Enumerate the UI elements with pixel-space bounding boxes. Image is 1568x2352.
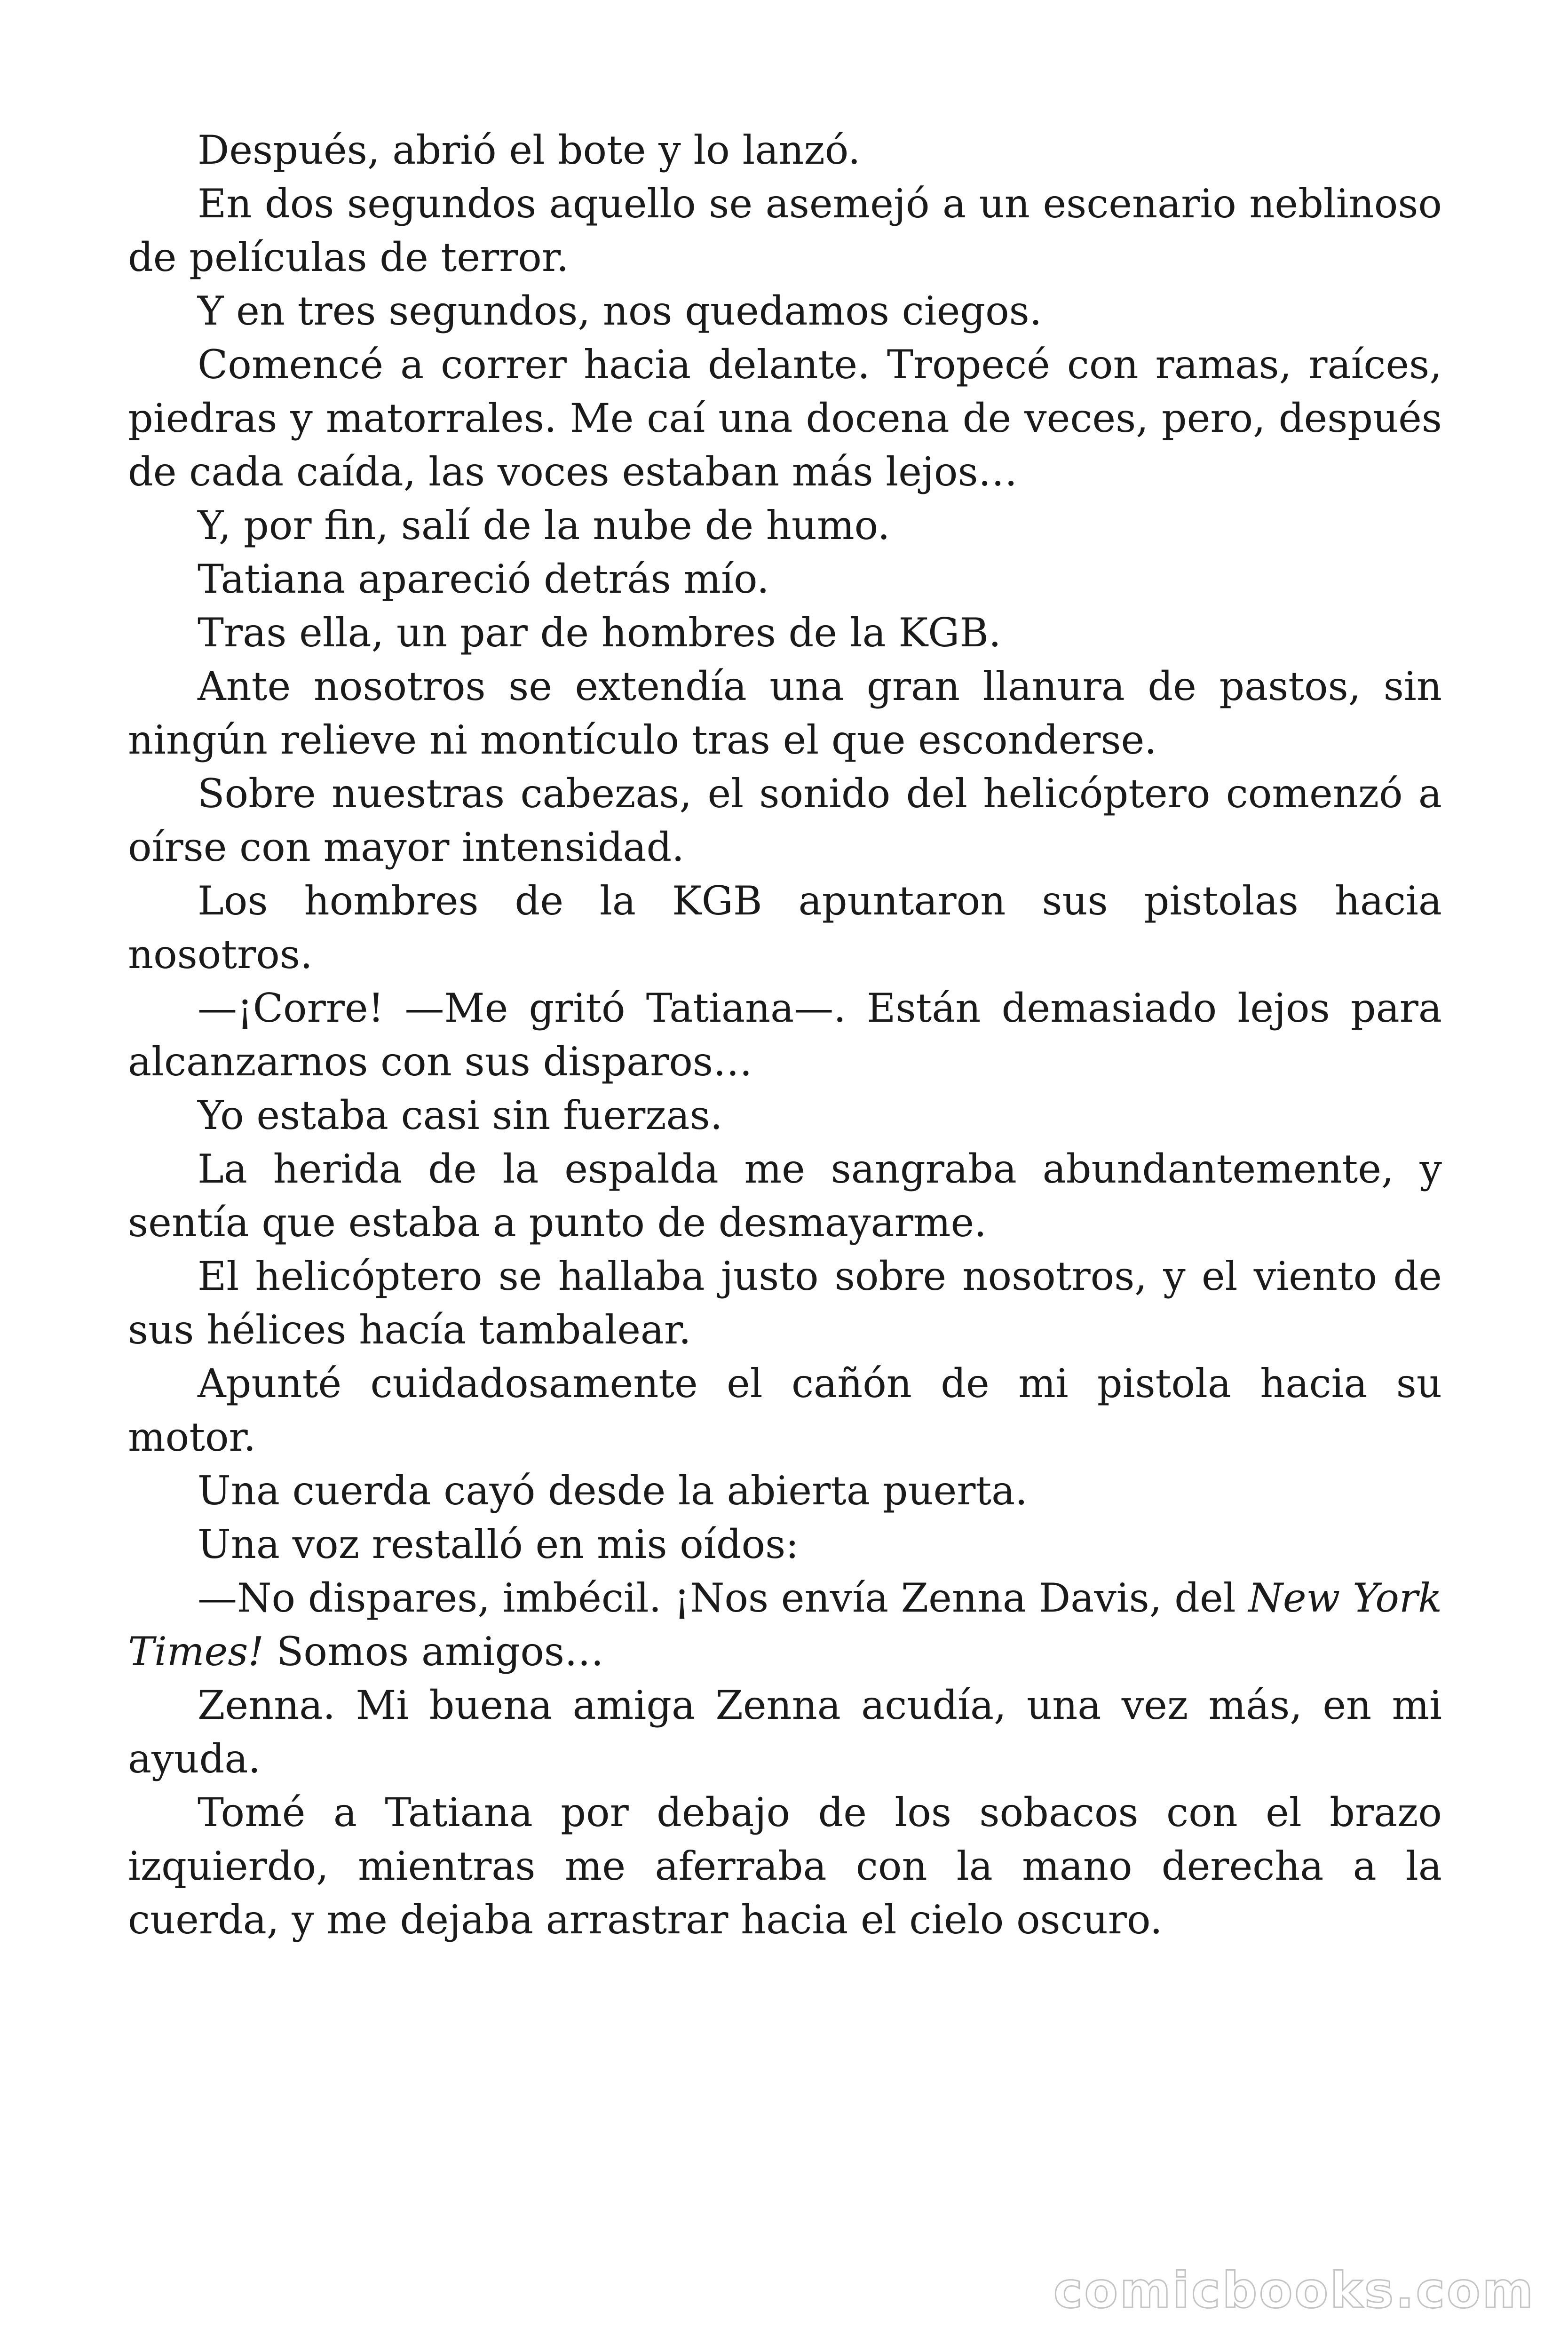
paragraph: Y en tres segundos, nos quedamos ciegos. xyxy=(198,288,1042,334)
quote-text-before: —No dispares, imbécil. ¡Nos envía Zenna Davis, del xyxy=(198,1575,1249,1621)
paragraph: Tatiana apareció detrás mío. xyxy=(198,556,769,602)
paragraph: Tomé a Tatiana por debajo de los sobacos con el brazo izquierdo, mientras me aferraba con la mano derecha a la cuerda, y me dejaba arrastrar hacia el cielo oscuro. xyxy=(128,1789,1442,1943)
paragraph: Una cuerda cayó desde la abierta puerta. xyxy=(198,1468,1028,1514)
paragraph: Comencé a correr hacia delante. Tropecé con ramas, raíces, piedras y matorrales. Me caí una docena de veces, pero, después de cada caída, las voces estaban más lejos… xyxy=(128,342,1442,495)
paragraph: Tras ella, un par de hombres de la KGB. xyxy=(198,610,1001,656)
watermark-logo: comicbooks.com xyxy=(1053,2262,1535,2319)
paragraph: Apunté cuidadosamente el cañón de mi pistola hacia su motor. xyxy=(128,1360,1442,1460)
paragraph: Después, abrió el bote y lo lanzó. xyxy=(198,127,861,173)
body-text xyxy=(128,123,1442,1947)
quote-text-after: Somos amigos… xyxy=(264,1629,604,1675)
paragraph: Y, por fin, salí de la nube de humo. xyxy=(198,502,890,548)
paragraph: Los hombres de la KGB apuntaron sus pistolas hacia nosotros. xyxy=(128,878,1442,977)
paragraph: Una voz restalló en mis oídos: xyxy=(198,1521,799,1567)
paragraph: La herida de la espalda me sangraba abundantemente, y sentía que estaba a punto de desmayarme. xyxy=(128,1146,1442,1246)
quote-paragraph xyxy=(128,1571,1442,1678)
paragraph: Yo estaba casi sin fuerzas. xyxy=(198,1092,723,1138)
paragraph: Sobre nuestras cabezas, el sonido del helicóptero comenzó a oírse con mayor intensidad. xyxy=(128,771,1442,870)
paragraph: Zenna. Mi buena amiga Zenna acudía, una vez más, en mi ayuda. xyxy=(128,1682,1442,1782)
paragraph: El helicóptero se hallaba justo sobre nosotros, y el viento de sus hélices hacía tambalear. xyxy=(128,1253,1442,1353)
paragraph: Ante nosotros se extendía una gran llanura de pastos, sin ningún relieve ni montículo tras el que esconderse. xyxy=(128,663,1442,763)
paragraph: —¡Corre! —Me gritó Tatiana—. Están demasiado lejos para alcanzarnos con sus disparos… xyxy=(128,985,1442,1085)
paragraph: En dos segundos aquello se asemejó a un escenario neblinoso de películas de terror. xyxy=(128,181,1442,280)
newspaper-title: New York Times! xyxy=(128,1575,1442,1675)
